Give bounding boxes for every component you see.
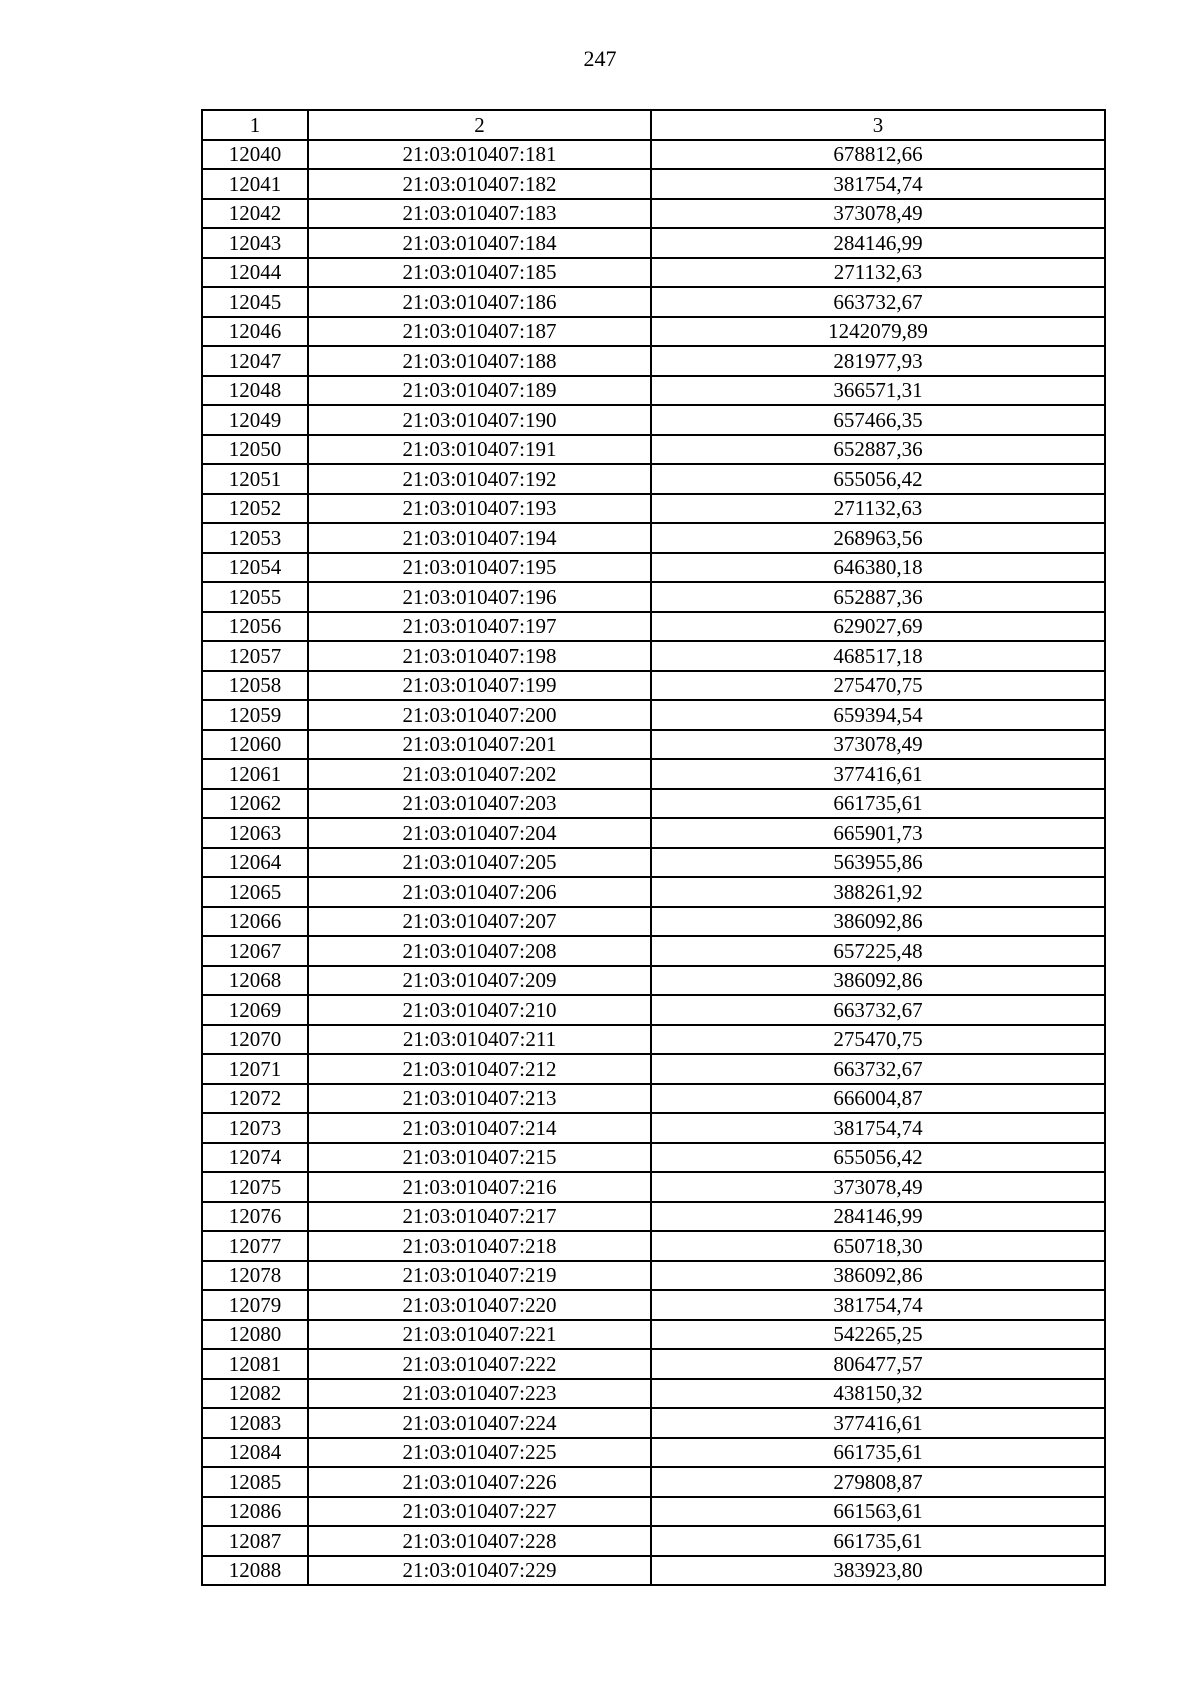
cadastral-number-cell: 21:03:010407:228 [308,1526,651,1556]
value-cell: 806477,57 [651,1349,1105,1379]
cadastral-number-cell: 21:03:010407:204 [308,818,651,848]
cadastral-number-cell: 21:03:010407:216 [308,1172,651,1202]
row-number-cell: 12075 [202,1172,308,1202]
table-row [202,700,1105,730]
table-row [202,1143,1105,1173]
table-row [202,1526,1105,1556]
value-cell: 563955,86 [651,848,1105,878]
row-number-cell: 12050 [202,435,308,465]
row-number-cell: 12076 [202,1202,308,1232]
table-row [202,435,1105,465]
row-number-cell: 12051 [202,464,308,494]
table-row [202,1438,1105,1468]
table-row [202,759,1105,789]
value-cell: 386092,86 [651,1261,1105,1291]
column-header-3: 3 [651,110,1105,140]
cadastral-number-cell: 21:03:010407:181 [308,140,651,170]
table-row [202,376,1105,406]
table-header [202,110,1105,140]
cadastral-number-cell: 21:03:010407:225 [308,1438,651,1468]
table-row [202,582,1105,612]
value-cell: 657466,35 [651,405,1105,435]
value-cell: 665901,73 [651,818,1105,848]
row-number-cell: 12065 [202,877,308,907]
table-row [202,1408,1105,1438]
table-row [202,523,1105,553]
cadastral-number-cell: 21:03:010407:188 [308,346,651,376]
row-number-cell: 12074 [202,1143,308,1173]
row-number-cell: 12082 [202,1379,308,1409]
table-row [202,1349,1105,1379]
row-number-cell: 12070 [202,1025,308,1055]
row-number-cell: 12080 [202,1320,308,1350]
row-number-cell: 12052 [202,494,308,524]
table-row [202,612,1105,642]
row-number-cell: 12078 [202,1261,308,1291]
table-row [202,1113,1105,1143]
table-row [202,199,1105,229]
cadastral-number-cell: 21:03:010407:186 [308,287,651,317]
table-row [202,730,1105,760]
value-cell: 388261,92 [651,877,1105,907]
row-number-cell: 12084 [202,1438,308,1468]
cadastral-number-cell: 21:03:010407:217 [308,1202,651,1232]
value-cell: 657225,48 [651,936,1105,966]
table-row [202,464,1105,494]
cadastral-number-cell: 21:03:010407:189 [308,376,651,406]
value-cell: 655056,42 [651,1143,1105,1173]
row-number-cell: 12068 [202,966,308,996]
row-number-cell: 12066 [202,907,308,937]
value-cell: 284146,99 [651,1202,1105,1232]
cadastral-number-cell: 21:03:010407:222 [308,1349,651,1379]
cadastral-number-cell: 21:03:010407:221 [308,1320,651,1350]
cadastral-number-cell: 21:03:010407:209 [308,966,651,996]
value-cell: 284146,99 [651,228,1105,258]
row-number-cell: 12062 [202,789,308,819]
table-row [202,877,1105,907]
table-row [202,966,1105,996]
cadastral-number-cell: 21:03:010407:197 [308,612,651,642]
value-cell: 646380,18 [651,553,1105,583]
row-number-cell: 12083 [202,1408,308,1438]
row-number-cell: 12067 [202,936,308,966]
cadastral-number-cell: 21:03:010407:219 [308,1261,651,1291]
row-number-cell: 12043 [202,228,308,258]
row-number-cell: 12056 [202,612,308,642]
value-cell: 678812,66 [651,140,1105,170]
table-row [202,1231,1105,1261]
cadastral-number-cell: 21:03:010407:210 [308,995,651,1025]
cadastral-number-cell: 21:03:010407:229 [308,1556,651,1586]
value-cell: 275470,75 [651,1025,1105,1055]
cadastral-number-cell: 21:03:010407:193 [308,494,651,524]
value-cell: 373078,49 [651,730,1105,760]
cadastral-number-cell: 21:03:010407:200 [308,700,651,730]
value-cell: 652887,36 [651,435,1105,465]
row-number-cell: 12079 [202,1290,308,1320]
cadastral-number-cell: 21:03:010407:190 [308,405,651,435]
value-cell: 661735,61 [651,789,1105,819]
column-header-1: 1 [202,110,308,140]
value-cell: 386092,86 [651,907,1105,937]
row-number-cell: 12058 [202,671,308,701]
value-cell: 279808,87 [651,1467,1105,1497]
row-number-cell: 12071 [202,1054,308,1084]
page-number: 247 [583,46,617,71]
cadastral-number-cell: 21:03:010407:207 [308,907,651,937]
row-number-cell: 12064 [202,848,308,878]
table-row [202,936,1105,966]
value-cell: 661563,61 [651,1497,1105,1527]
table-row [202,1320,1105,1350]
cadastral-number-cell: 21:03:010407:202 [308,759,651,789]
table-row [202,140,1105,170]
cadastral-number-cell: 21:03:010407:196 [308,582,651,612]
value-cell: 1242079,89 [651,317,1105,347]
table-row [202,287,1105,317]
row-number-cell: 12047 [202,346,308,376]
row-number-cell: 12072 [202,1084,308,1114]
cadastral-number-cell: 21:03:010407:214 [308,1113,651,1143]
table-row [202,1379,1105,1409]
table-row [202,228,1105,258]
cadastral-number-cell: 21:03:010407:191 [308,435,651,465]
row-number-cell: 12048 [202,376,308,406]
table-row [202,1261,1105,1291]
row-number-cell: 12085 [202,1467,308,1497]
row-number-cell: 12046 [202,317,308,347]
value-cell: 542265,25 [651,1320,1105,1350]
cadastral-number-cell: 21:03:010407:220 [308,1290,651,1320]
row-number-cell: 12069 [202,995,308,1025]
table-row [202,1290,1105,1320]
table-row [202,1172,1105,1202]
table-row [202,405,1105,435]
value-cell: 271132,63 [651,258,1105,288]
value-cell: 663732,67 [651,287,1105,317]
row-number-cell: 12073 [202,1113,308,1143]
value-cell: 373078,49 [651,1172,1105,1202]
cadastral-number-cell: 21:03:010407:182 [308,169,651,199]
cadastral-number-cell: 21:03:010407:199 [308,671,651,701]
table-row [202,1084,1105,1114]
value-cell: 377416,61 [651,759,1105,789]
cadastral-number-cell: 21:03:010407:203 [308,789,651,819]
table-row [202,1556,1105,1586]
cadastral-number-cell: 21:03:010407:185 [308,258,651,288]
row-number-cell: 12044 [202,258,308,288]
value-cell: 663732,67 [651,995,1105,1025]
table-row [202,346,1105,376]
value-cell: 383923,80 [651,1556,1105,1586]
value-cell: 661735,61 [651,1438,1105,1468]
row-number-cell: 12087 [202,1526,308,1556]
table-row [202,169,1105,199]
value-cell: 281977,93 [651,346,1105,376]
table-row [202,553,1105,583]
value-cell: 663732,67 [651,1054,1105,1084]
cadastral-number-cell: 21:03:010407:192 [308,464,651,494]
row-number-cell: 12077 [202,1231,308,1261]
cadastral-number-cell: 21:03:010407:194 [308,523,651,553]
table-row [202,494,1105,524]
table-body [202,140,1105,1586]
value-cell: 629027,69 [651,612,1105,642]
row-number-cell: 12040 [202,140,308,170]
cadastral-number-cell: 21:03:010407:215 [308,1143,651,1173]
row-number-cell: 12045 [202,287,308,317]
table-row [202,995,1105,1025]
table-row [202,848,1105,878]
table-row [202,317,1105,347]
table-row [202,1025,1105,1055]
cadastral-number-cell: 21:03:010407:211 [308,1025,651,1055]
value-cell: 386092,86 [651,966,1105,996]
cadastral-number-cell: 21:03:010407:183 [308,199,651,229]
value-cell: 271132,63 [651,494,1105,524]
value-cell: 381754,74 [651,1113,1105,1143]
row-number-cell: 12086 [202,1497,308,1527]
table-row [202,789,1105,819]
value-cell: 438150,32 [651,1379,1105,1409]
row-number-cell: 12053 [202,523,308,553]
cadastral-number-cell: 21:03:010407:208 [308,936,651,966]
row-number-cell: 12057 [202,641,308,671]
value-cell: 659394,54 [651,700,1105,730]
row-number-cell: 12061 [202,759,308,789]
value-cell: 366571,31 [651,376,1105,406]
row-number-cell: 12059 [202,700,308,730]
table-row [202,641,1105,671]
row-number-cell: 12042 [202,199,308,229]
cadastral-number-cell: 21:03:010407:205 [308,848,651,878]
value-cell: 275470,75 [651,671,1105,701]
table-row [202,1202,1105,1232]
cadastral-number-cell: 21:03:010407:227 [308,1497,651,1527]
table-row [202,907,1105,937]
cadastral-number-cell: 21:03:010407:195 [308,553,651,583]
table-row [202,258,1105,288]
cadastral-number-cell: 21:03:010407:201 [308,730,651,760]
value-cell: 381754,74 [651,169,1105,199]
table-row [202,1497,1105,1527]
value-cell: 468517,18 [651,641,1105,671]
row-number-cell: 12055 [202,582,308,612]
value-cell: 652887,36 [651,582,1105,612]
table-row [202,1054,1105,1084]
value-cell: 268963,56 [651,523,1105,553]
cadastral-number-cell: 21:03:010407:223 [308,1379,651,1409]
cadastral-number-cell: 21:03:010407:226 [308,1467,651,1497]
data-table [201,109,1106,1586]
value-cell: 650718,30 [651,1231,1105,1261]
cadastral-number-cell: 21:03:010407:213 [308,1084,651,1114]
column-header-2: 2 [308,110,651,140]
cadastral-number-cell: 21:03:010407:224 [308,1408,651,1438]
value-cell: 661735,61 [651,1526,1105,1556]
value-cell: 377416,61 [651,1408,1105,1438]
header-row [202,110,1105,140]
value-cell: 373078,49 [651,199,1105,229]
row-number-cell: 12063 [202,818,308,848]
value-cell: 666004,87 [651,1084,1105,1114]
row-number-cell: 12081 [202,1349,308,1379]
cadastral-number-cell: 21:03:010407:212 [308,1054,651,1084]
row-number-cell: 12054 [202,553,308,583]
row-number-cell: 12049 [202,405,308,435]
cadastral-number-cell: 21:03:010407:218 [308,1231,651,1261]
table-row [202,818,1105,848]
value-cell: 381754,74 [651,1290,1105,1320]
row-number-cell: 12060 [202,730,308,760]
table-row [202,1467,1105,1497]
row-number-cell: 12041 [202,169,308,199]
value-cell: 655056,42 [651,464,1105,494]
cadastral-number-cell: 21:03:010407:198 [308,641,651,671]
cadastral-number-cell: 21:03:010407:184 [308,228,651,258]
cadastral-number-cell: 21:03:010407:187 [308,317,651,347]
row-number-cell: 12088 [202,1556,308,1586]
table-row [202,671,1105,701]
cadastral-number-cell: 21:03:010407:206 [308,877,651,907]
